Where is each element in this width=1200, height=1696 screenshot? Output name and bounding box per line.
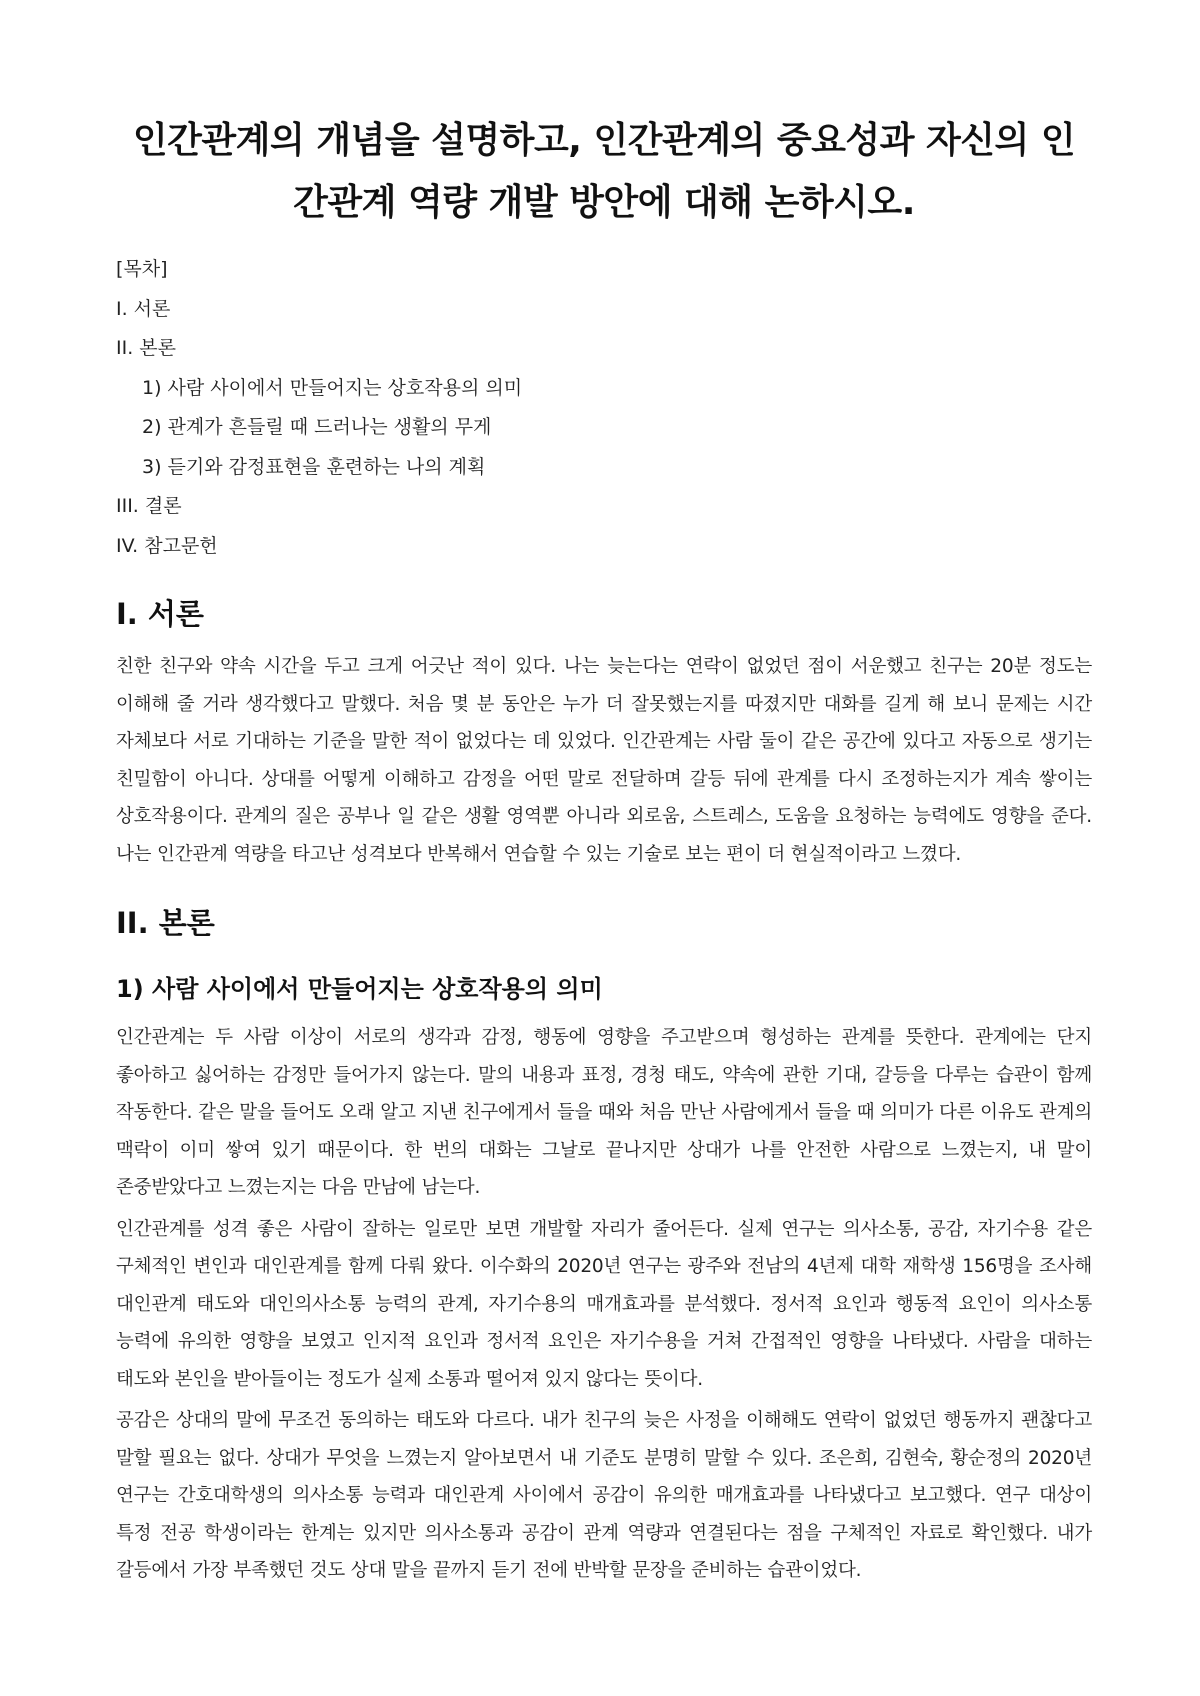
toc-item-body-1: 1) 사람 사이에서 만들어지는 상호작용의 의미 xyxy=(142,376,523,399)
toc-item-body: II. 본론 xyxy=(116,337,176,359)
body-sub1-paragraph-1: 인간관계는 두 사람 이상이 서로의 생각과 감정, 행동에 영향을 주고받으며 형성하는 관계를 뜻한다. 관계에는 단지 좋아하고 싫어하는 감정만 들어가지 않는다. 말의 내용과 표정, 경청 태도, 약속에 관한 기대, 갈등을 다루는 습관이 함께 작동한다. 같은 말을 들어도 오래 알고 지낸 친구에게서 들을 때와 처음 만난 사람에게서 들을 때 의미가 다른 이유도 관계의 맥락이 이미 쌓여 있기 때문이다. 한 번의 대화는 그날로 끝나지만 상대가 나를 안전한 사람으로 느꼈는지, 내 말이 존중받았다고 느꼈는지는 다음 만남에 남는다. xyxy=(116,1027,1092,1198)
body-sub1-paragraph-3: 공감은 상대의 말에 무조건 동의하는 태도와 다르다. 내가 친구의 늦은 사정을 이해해도 연락이 없었던 행동까지 괜찮다고 말할 필요는 없다. 상대가 무엇을 느꼈는지 알아보면서 내 기준도 분명히 말할 수 있다. 조은희, 김현숙, 황순정의 2020년 연구는 간호대학생의 의사소통 능력과 대인관계 사이에서 공감이 유의한 매개효과를 나타냈다고 보고했다. 연구 대상이 특정 전공 학생이라는 한계는 있지만 의사소통과 공감이 관계 역량과 연결된다는 점을 구체적인 자료로 확인했다. 내가 갈등에서 가장 부족했던 것도 상대 말을 끝까지 듣기 전에 반박할 문장을 준비하는 습관이었다. xyxy=(116,1410,1093,1581)
body-section xyxy=(116,903,1092,1590)
document-title-line-1: 인간관계의 개념을 설명하고, 인간관계의 중요성과 자신의 인 xyxy=(132,120,1076,161)
toc-item-references: IV. 참고문헌 xyxy=(116,534,218,557)
body-heading: II. 본론 xyxy=(116,906,215,940)
body-sub1-heading: 1) 사람 사이에서 만들어지는 상호작용의 의미 xyxy=(116,975,603,1003)
toc-item-conclusion: III. 결론 xyxy=(116,495,182,517)
toc-item-body-3: 3) 듣기와 감정표현을 훈련하는 나의 계획 xyxy=(142,455,486,478)
intro-paragraph: 친한 친구와 약속 시간을 두고 크게 어긋난 적이 있다. 나는 늦는다는 연락이 없었던 점이 서운했고 친구는 20분 정도는 이해해 줄 거라 생각했다고 말했다. 처음 몇 분 동안은 누가 더 잘못했는지를 따졌지만 대화를 길게 해 보니 문제는 시간 자체보다 서로 기대하는 기준을 말한 적이 없었다는 데 있었다. 인간관계는 사람 둘이 같은 공간에 있다고 자동으로 생기는 친밀함이 아니다. 상대를 어떻게 이해하고 감정을 어떤 말로 전달하며 갈등 뒤에 관계를 다시 조정하는지가 계속 쌓이는 상호작용이다. 관계의 질은 공부나 일 같은 생활 영역뿐 아니라 외로움, 스트레스, 도움을 요청하는 능력에도 영향을 준다. 나는 인간관계 역량을 타고난 성격보다 반복해서 연습할 수 있는 기술로 보는 편이 더 현실적이라고 느꼈다. xyxy=(116,656,1092,865)
document-title xyxy=(116,110,1092,234)
table-of-contents xyxy=(116,250,1092,566)
toc-item-intro: I. 서론 xyxy=(116,297,171,320)
toc-item-body-2: 2) 관계가 흔들릴 때 드러나는 생활의 무게 xyxy=(142,416,492,438)
intro-heading: I. 서론 xyxy=(116,597,204,631)
toc-heading: [목차] xyxy=(116,258,168,280)
document-title-line-2: 간관계 역량 개발 방안에 대해 논하시오. xyxy=(293,182,915,223)
intro-section xyxy=(116,594,1092,873)
body-sub1-paragraph-2: 인간관계를 성격 좋은 사람이 잘하는 일로만 보면 개발할 자리가 줄어든다. 실제 연구는 의사소통, 공감, 자기수용 같은 구체적인 변인과 대인관계를 함께 다뤄 왔다. 이수화의 2020년 연구는 광주와 전남의 4년제 대학 재학생 156명을 조사해 대인관계 태도와 대인의사소통 능력의 관계, 자기수용의 매개효과를 분석했다. 정서적 요인과 행동적 요인이 의사소통 능력에 유의한 영향을 보였고 인지적 요인과 정서적 요인은 자기수용을 거쳐 간접적인 영향을 나타냈다. 사람을 대하는 태도와 본인을 받아들이는 정도가 실제 소통과 떨어져 있지 않다는 뜻이다. xyxy=(116,1218,1092,1390)
